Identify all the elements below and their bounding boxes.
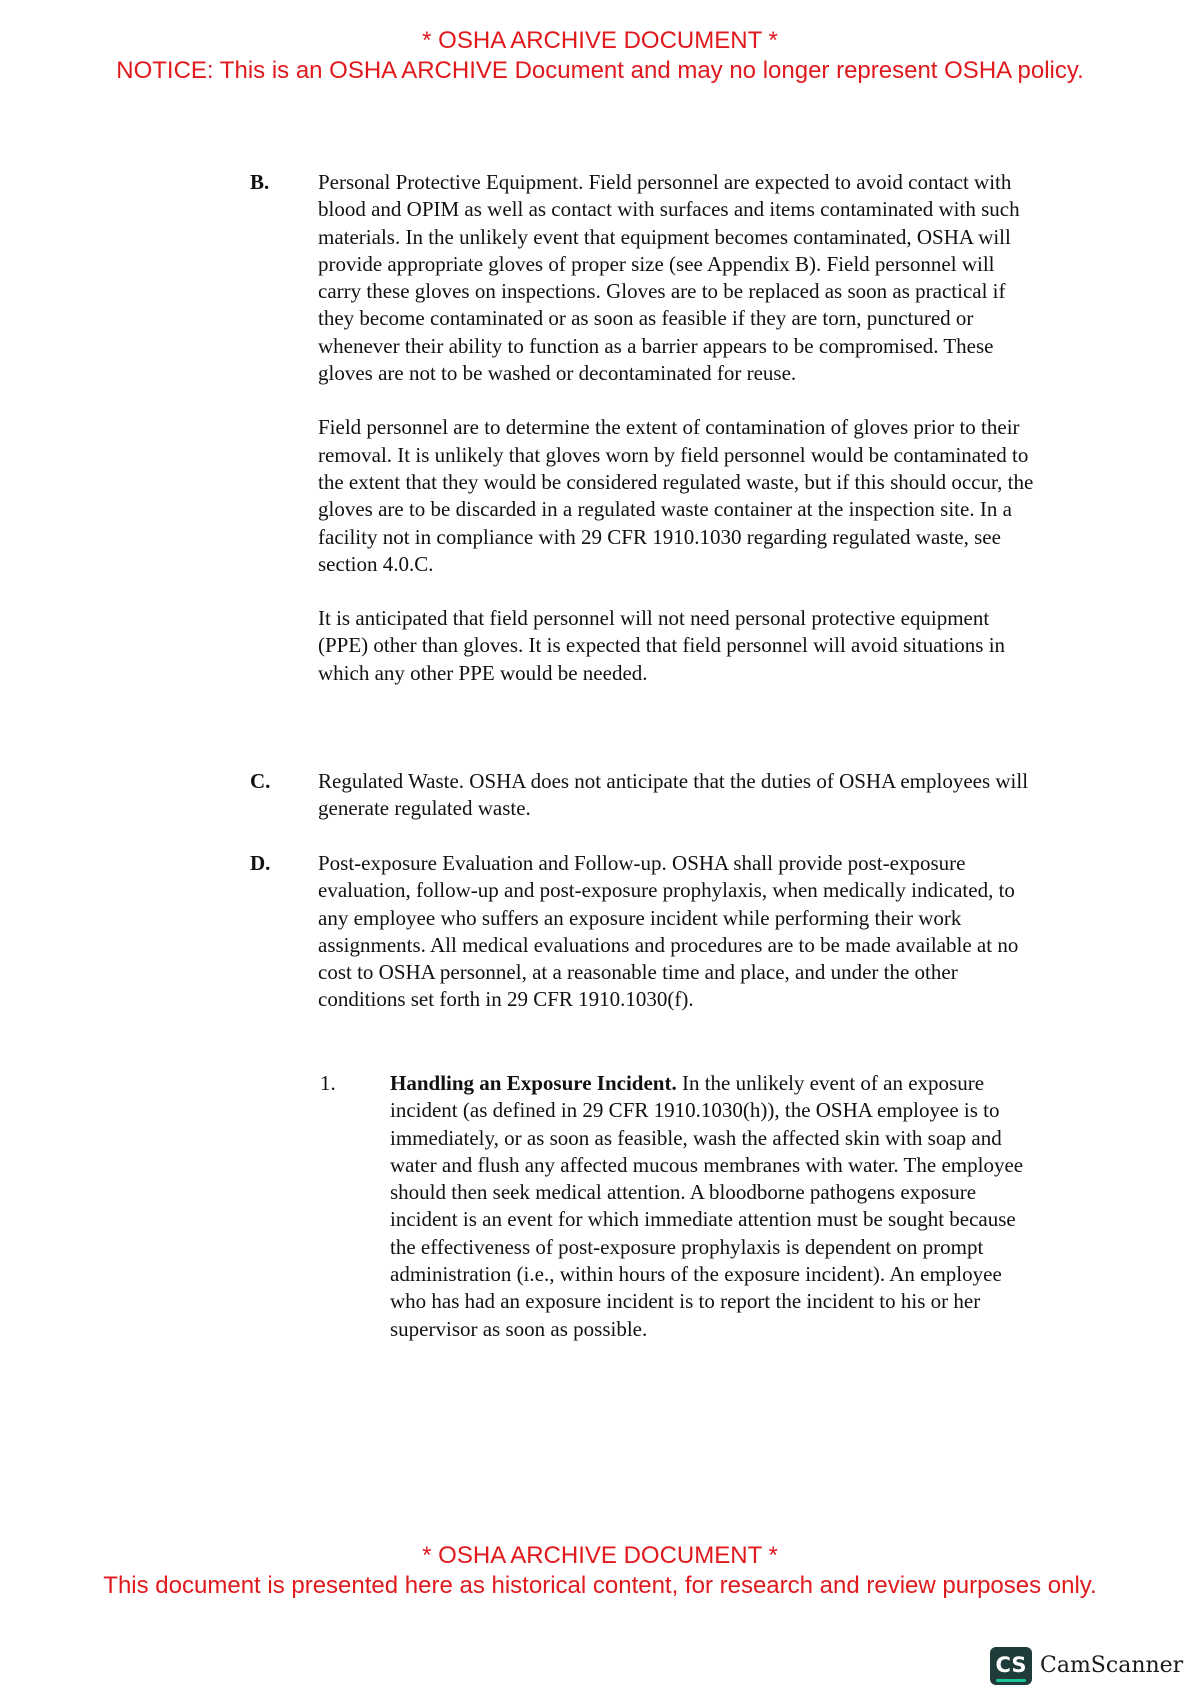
section-b-paragraph-2: Field personnel are to determine the extent of contamination of gloves prior to their removal. It is unlikely that gloves worn by field personnel would be contaminated to the extent that they would be considered regulated waste, but if this should occur, the gloves are to be discarded in a regulated waste container at the inspection site. In a facility not in compliance with 29 CFR 1910.1030 regarding regulated waste, see section 4.0.C. bbox=[318, 415, 1034, 576]
section-c-paragraph bbox=[318, 768, 1040, 823]
section-c-letter: C. bbox=[250, 769, 271, 793]
section-d-body bbox=[318, 850, 1040, 1014]
section-c-body bbox=[318, 768, 1040, 823]
subsection-d1-paragraph bbox=[390, 1070, 1040, 1343]
section-d-paragraph bbox=[318, 850, 1040, 1014]
archive-notice-bottom bbox=[0, 1541, 1200, 1601]
camscanner-logo-icon: CS bbox=[990, 1647, 1032, 1685]
historical-content-notice: This document is presented here as historical content, for research and review purposes only. bbox=[103, 1572, 1097, 1599]
section-c-text: OSHA does not anticipate that the duties of OSHA employees will generate regulated waste. bbox=[318, 769, 1029, 821]
section-b-paragraph-1 bbox=[318, 169, 1040, 387]
section-d-heading: Post-exposure Evaluation and Follow-up. bbox=[318, 851, 667, 875]
section-b-letter: B. bbox=[250, 170, 270, 194]
archive-title-bottom: * OSHA ARCHIVE DOCUMENT * bbox=[422, 1542, 778, 1569]
section-b-paragraph-3: It is anticipated that field personnel will not need personal protective equipment (PPE) other than gloves. It is expected that field personnel will avoid situations in which any other PPE would be needed. bbox=[318, 606, 1006, 685]
section-d-letter: D. bbox=[250, 851, 271, 875]
subsection-d1-number: 1. bbox=[320, 1071, 336, 1095]
camscanner-brand-name: CamScanner bbox=[1040, 1653, 1184, 1678]
subsection-d1-body bbox=[390, 1070, 1040, 1343]
archive-notice-top bbox=[0, 26, 1200, 86]
section-d-text: OSHA shall provide post-exposure evaluation, follow-up and post-exposure prophylaxis, when medically indicated, to any employee who suffers an exposure incident while performing their work assignments. All medical evaluations and procedures are to be made available at no cost to OSHA personnel, at a reasonable time and place, and under the other conditions set forth in 29 CFR 1910.1030(f). bbox=[318, 851, 1019, 1012]
section-b-body bbox=[318, 169, 1040, 687]
subsection-d1-text: In the unlikely event of an exposure incident (as defined in 29 CFR 1910.1030(h)), the OSHA employee is to immediately, or as soon as feasible, wash the affected skin with soap and water and flush any affected mucous membranes with water. The employee should then seek medical attention. A bloodborne pathogens exposure incident is an event for which immediate attention must be sought because the effectiveness of post-exposure prophylaxis is dependent on prompt administration (i.e., within hours of the exposure incident). An employee who has had an exposure incident is to report the incident to his or her supervisor as soon as possible. bbox=[390, 1071, 1024, 1341]
section-b-paragraph-1-text: Field personnel are expected to avoid contact with blood and OPIM as well as contact with surfaces and items contaminated with such materials. In the unlikely event that equipment becomes contaminated, OSHA will provide appropriate gloves of proper size (see Appendix B). Field personnel will carry these gloves on inspections. Gloves are to be replaced as soon as practical if they become contaminated or as soon as feasible if they are torn, punctured or whenever their ability to function as a barrier appears to be compromised. These gloves are not to be washed or decontaminated for reuse. bbox=[318, 170, 1020, 386]
camscanner-watermark bbox=[990, 1647, 1184, 1687]
section-b-heading: Personal Protective Equipment. bbox=[318, 170, 584, 194]
archive-notice-text: NOTICE: This is an OSHA ARCHIVE Document and may no longer represent OSHA policy. bbox=[116, 57, 1084, 84]
section-c-heading: Regulated Waste. bbox=[318, 769, 465, 793]
subsection-d1-heading: Handling an Exposure Incident. bbox=[390, 1071, 677, 1095]
archive-title-top: * OSHA ARCHIVE DOCUMENT * bbox=[422, 27, 778, 54]
